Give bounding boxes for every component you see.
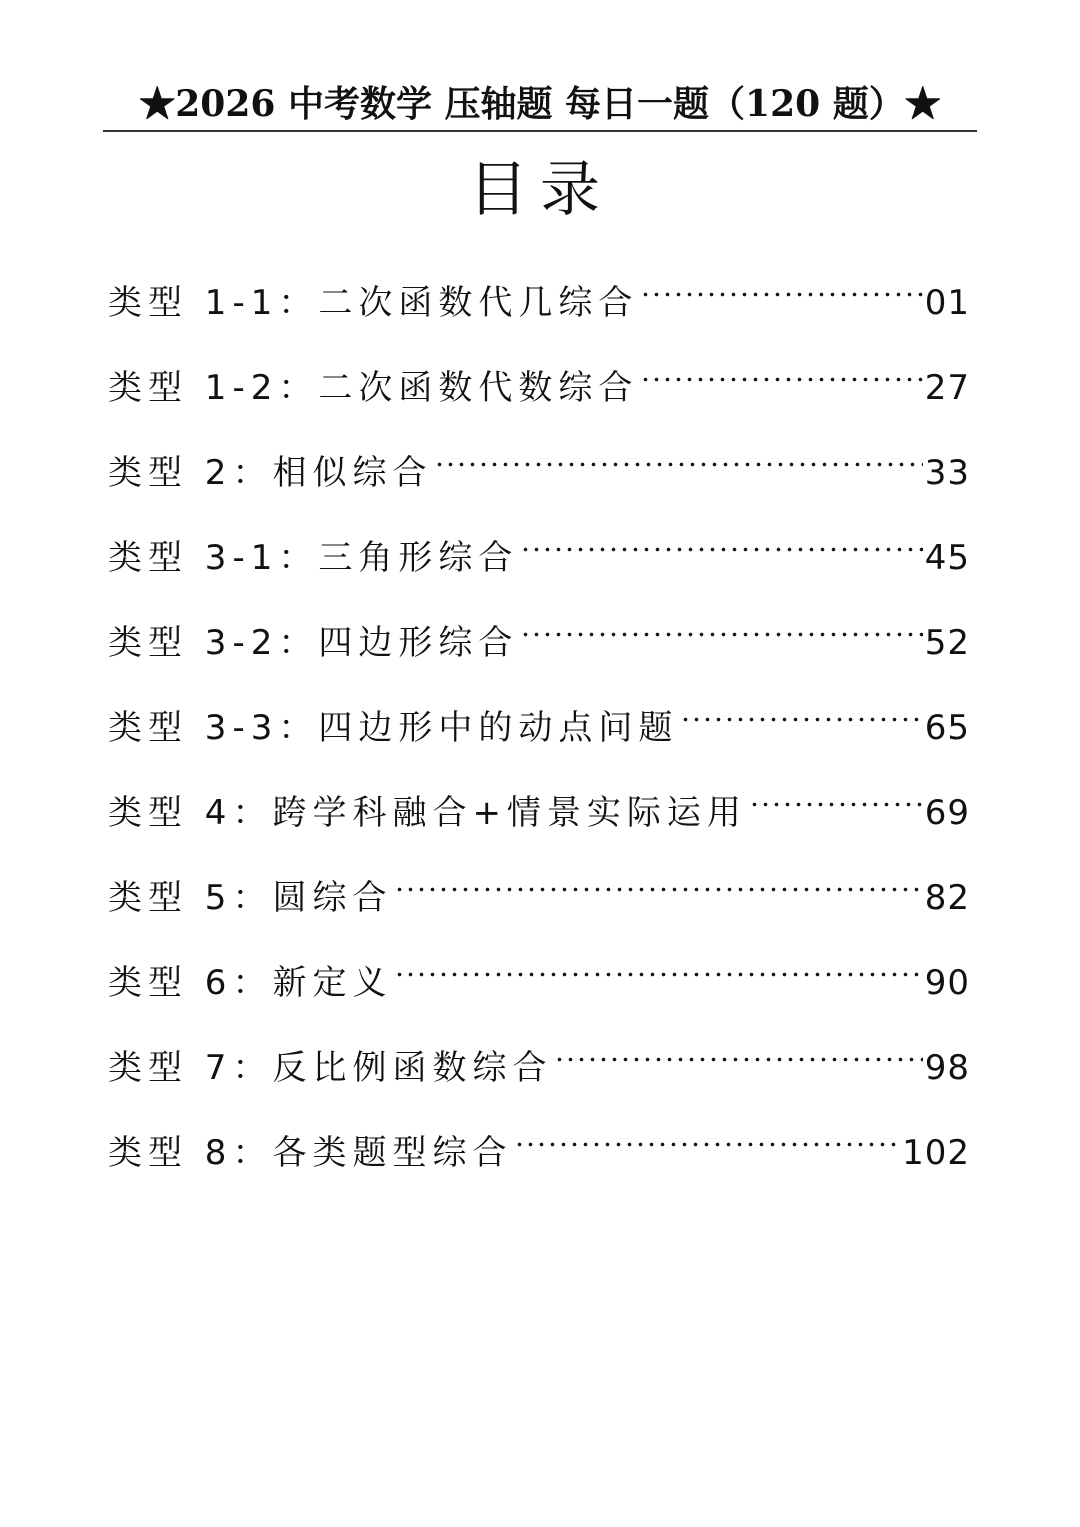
toc-entry[interactable] — [108, 262, 970, 347]
toc-dot-leader — [392, 857, 924, 909]
toc-entry[interactable] — [108, 1027, 970, 1112]
document-header: ★2026 中考数学 压轴题 每日一题（120 题）★ — [139, 83, 941, 125]
toc-page-number: 52 — [924, 623, 970, 663]
toc-entry-label: 类型 8：各类题型综合 — [108, 1133, 513, 1173]
toc-page-number: 102 — [902, 1133, 970, 1173]
toc-entry-label: 类型 5：圆综合 — [108, 878, 393, 918]
toc-entry-label: 类型 7：反比例函数综合 — [108, 1048, 553, 1088]
toc-page-number: 65 — [924, 708, 970, 748]
toc-entry[interactable] — [108, 347, 970, 432]
toc-dot-leader — [432, 432, 924, 484]
toc-page-number: 27 — [924, 368, 970, 408]
toc-entry-label: 类型 6：新定义 — [108, 963, 393, 1003]
toc-entry[interactable] — [108, 517, 970, 602]
toc-page-number: 82 — [924, 878, 970, 918]
toc-entry[interactable] — [108, 432, 970, 517]
toc-dot-leader — [512, 1112, 902, 1164]
toc-dot-leader — [518, 517, 924, 569]
toc-page-number: 01 — [924, 283, 970, 323]
header-divider — [103, 130, 977, 132]
toc-entry[interactable] — [108, 942, 970, 1027]
toc-dot-leader — [392, 942, 924, 994]
page-title: 目录 — [468, 155, 612, 225]
toc-entry[interactable] — [108, 772, 970, 857]
toc-entry[interactable] — [108, 687, 970, 772]
toc-entry-label: 类型 2：相似综合 — [108, 453, 433, 493]
toc-dot-leader — [678, 687, 924, 739]
toc-page-number: 90 — [924, 963, 970, 1003]
table-of-contents — [108, 262, 970, 1197]
toc-entry-label: 类型 1-2：二次函数代数综合 — [108, 368, 639, 408]
toc-entry-label: 类型 4：跨学科融合+情景实际运用 — [108, 793, 747, 833]
toc-dot-leader — [747, 772, 925, 824]
toc-entry-label: 类型 3-1：三角形综合 — [108, 538, 519, 578]
toc-entry-label: 类型 3-3：四边形中的动点问题 — [108, 708, 679, 748]
toc-dot-leader — [638, 347, 924, 399]
toc-page-number: 33 — [924, 453, 970, 493]
toc-dot-leader — [552, 1027, 924, 1079]
toc-page-number: 98 — [924, 1048, 970, 1088]
toc-dot-leader — [518, 602, 924, 654]
toc-entry-label: 类型 3-2：四边形综合 — [108, 623, 519, 663]
toc-dot-leader — [638, 262, 924, 314]
toc-entry[interactable] — [108, 602, 970, 687]
toc-entry[interactable] — [108, 1112, 970, 1197]
toc-entry[interactable] — [108, 857, 970, 942]
toc-entry-label: 类型 1-1：二次函数代几综合 — [108, 283, 639, 323]
toc-page-number: 69 — [924, 793, 970, 833]
toc-page-number: 45 — [924, 538, 970, 578]
